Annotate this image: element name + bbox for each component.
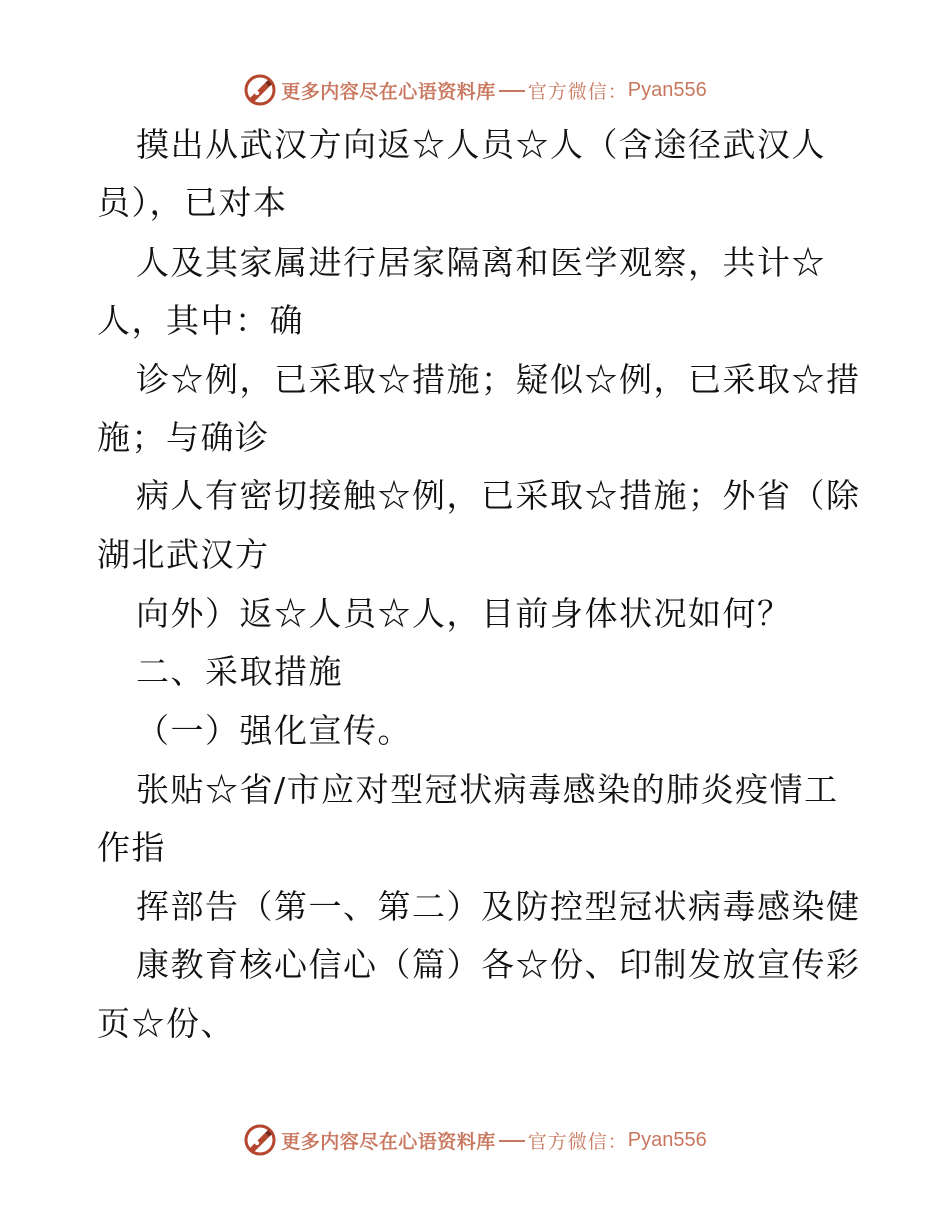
text-line: 湖北武汉方 [97, 535, 270, 574]
watermark-contact-id: Pyan556 [627, 78, 707, 101]
watermark-dash [499, 1140, 525, 1142]
text-line: 挥部告（第一、第二）及防控型冠状病毒感染健 [136, 887, 861, 926]
text-line: 向外）返☆人员☆人，目前身体状况如何？ [136, 594, 792, 633]
text-line: 员），已对本 [97, 183, 288, 222]
header-watermark [0, 70, 950, 110]
watermark-contact-label: 官方微信： [527, 1130, 628, 1153]
text-line: 作指 [97, 828, 166, 867]
text-line: 康教育核心信心（篇）各☆份、印制发放宣传彩 [136, 945, 861, 984]
text-line: 张贴☆省/市应对型冠状病毒感染的肺炎疫情工 [136, 770, 839, 809]
watermark-contact-label: 官方微信： [527, 80, 628, 103]
pen-in-circle-icon [243, 73, 277, 107]
text-line: 施；与确诊 [97, 418, 270, 457]
pen-in-circle-icon [243, 1123, 277, 1157]
watermark-dash [499, 90, 525, 92]
footer-watermark [0, 1120, 950, 1160]
watermark-brand-text: 更多内容尽在心语资料库 [281, 1130, 496, 1153]
section-heading: 二、采取措施 [136, 652, 343, 691]
text-line: 诊☆例，已采取☆措施；疑似☆例，已采取☆措 [136, 360, 861, 399]
text-line: 页☆份、 [97, 1004, 235, 1043]
watermark-brand-text: 更多内容尽在心语资料库 [281, 80, 496, 103]
text-line: 病人有密切接触☆例，已采取☆措施；外省（除 [136, 476, 861, 515]
text-line: 人，其中：确 [97, 301, 304, 340]
subsection-heading: （一）强化宣传。 [136, 711, 412, 750]
text-line: 人及其家属进行居家隔离和医学观察，共计☆ [136, 243, 826, 282]
text-line: 摸出从武汉方向返☆人员☆人（含途径武汉人 [136, 125, 826, 164]
watermark-contact-id: Pyan556 [627, 1128, 707, 1151]
